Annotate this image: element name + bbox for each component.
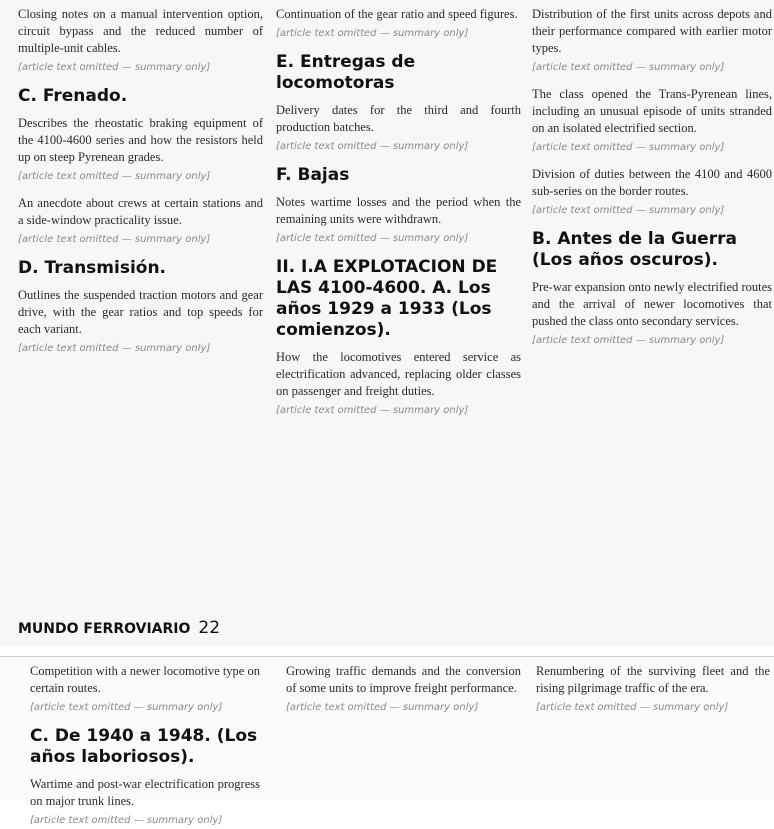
omission-note: [article text omitted — summary only] [286, 702, 479, 713]
magazine-name: MUNDO FERROVIARIO [18, 621, 191, 637]
omission-note: [article text omitted — summary only] [532, 205, 725, 216]
omission-note: [article text omitted — summary only] [18, 343, 211, 354]
section-heading: D. Transmisión. [18, 258, 167, 278]
column-2 [286, 663, 521, 797]
omission-note: [article text omitted — summary only] [18, 62, 211, 73]
omission-note: [article text omitted — summary only] [18, 171, 211, 182]
section-heading: C. Frenado. [18, 86, 128, 106]
omission-note: [article text omitted — summary only] [536, 702, 729, 713]
paragraph-summary: Pre-war expansion onto newly electrified routes and the arrival of newer locomotives that pushed the class onto secondary services. [article text omitted — summary only] [532, 279, 772, 349]
omission-note: [article text omitted — summary only] [276, 233, 469, 244]
paragraph-summary: Growing traffic demands and the conversion of some units to improve freight performance. [article text omitted — summary only] [286, 663, 521, 716]
page-number: 22 [198, 618, 221, 638]
column-3 [532, 6, 772, 596]
paragraph-summary: Wartime and post-war electrification progress on major trunk lines. [article text omitted — summary only] [30, 776, 260, 829]
omission-note: [article text omitted — summary only] [532, 62, 725, 73]
paragraph-summary: The class opened the Trans-Pyrenean lines, including an unusual episode of units stranded on an isolated electrified section. [article text omitted — summary only] [532, 86, 772, 156]
page-footer [18, 618, 220, 638]
omission-note: [article text omitted — summary only] [276, 405, 469, 416]
section-heading: F. Bajas [276, 165, 350, 185]
paragraph-summary: Renumbering of the surviving fleet and the rising pilgrimage traffic of the era. [article text omitted — summary only] [536, 663, 770, 716]
paragraph-summary: Outlines the suspended traction motors and gear drive, with the gear ratios and top speeds for each variant. [article text omitted — summary only] [18, 287, 263, 357]
omission-note: [article text omitted — summary only] [276, 28, 469, 39]
section-heading: E. Entregas de locomotoras [276, 52, 416, 93]
column-1 [30, 663, 260, 826]
paragraph-summary: Notes wartime losses and the period when the remaining units were withdrawn. [article text omitted — summary only] [276, 194, 521, 247]
omission-note: [article text omitted — summary only] [18, 234, 211, 245]
paragraph-summary: Competition with a newer locomotive type on certain routes. [article text omitted — summary only] [30, 663, 260, 716]
paragraph-summary: Division of duties between the 4100 and 4600 sub-series on the border routes. [article text omitted — summary only] [532, 166, 772, 219]
omission-note: [article text omitted — summary only] [532, 142, 725, 153]
section-heading: B. Antes de la Guerra (Los años oscuros). [532, 229, 737, 270]
paragraph-summary: Delivery dates for the third and fourth production batches. [article text omitted — summary only] [276, 102, 521, 155]
bottom-page-panel [0, 656, 774, 826]
omission-note: [article text omitted — summary only] [532, 335, 725, 346]
column-1 [18, 6, 263, 596]
omission-note: [article text omitted — summary only] [30, 815, 223, 826]
paragraph-summary: Describes the rheostatic braking equipment of the 4100-4600 series and how the resistors held up on steep Pyrenean grades. [article text omitted — summary only] [18, 115, 263, 185]
column-3 [536, 663, 770, 797]
paragraph-summary: Continuation of the gear ratio and speed figures. [article text omitted — summary only] [276, 6, 521, 42]
paragraph-summary: An anecdote about crews at certain stations and a side-window practicality issue. [article text omitted — summary only] [18, 195, 263, 248]
section-heading: II. I.A EXPLOTACION DE LAS 4100-4600. A. Los años 1929 a 1933 (Los comienzos). [276, 257, 498, 340]
paragraph-summary: How the locomotives entered service as electrification advanced, replacing older classes on passenger and freight duties. [article text omitted — summary only] [276, 349, 521, 419]
omission-note: [article text omitted — summary only] [30, 702, 223, 713]
paragraph-summary: Closing notes on a manual intervention option, circuit bypass and the reduced number of multiple-unit cables. [article text omitted — summary only] [18, 6, 263, 76]
paragraph-summary: Distribution of the first units across depots and their performance compared with earlier motor types. [article text omitted — summary only] [532, 6, 772, 76]
column-2 [276, 6, 521, 596]
section-heading: C. De 1940 a 1948. (Los años laboriosos). [30, 726, 258, 767]
omission-note: [article text omitted — summary only] [276, 141, 469, 152]
